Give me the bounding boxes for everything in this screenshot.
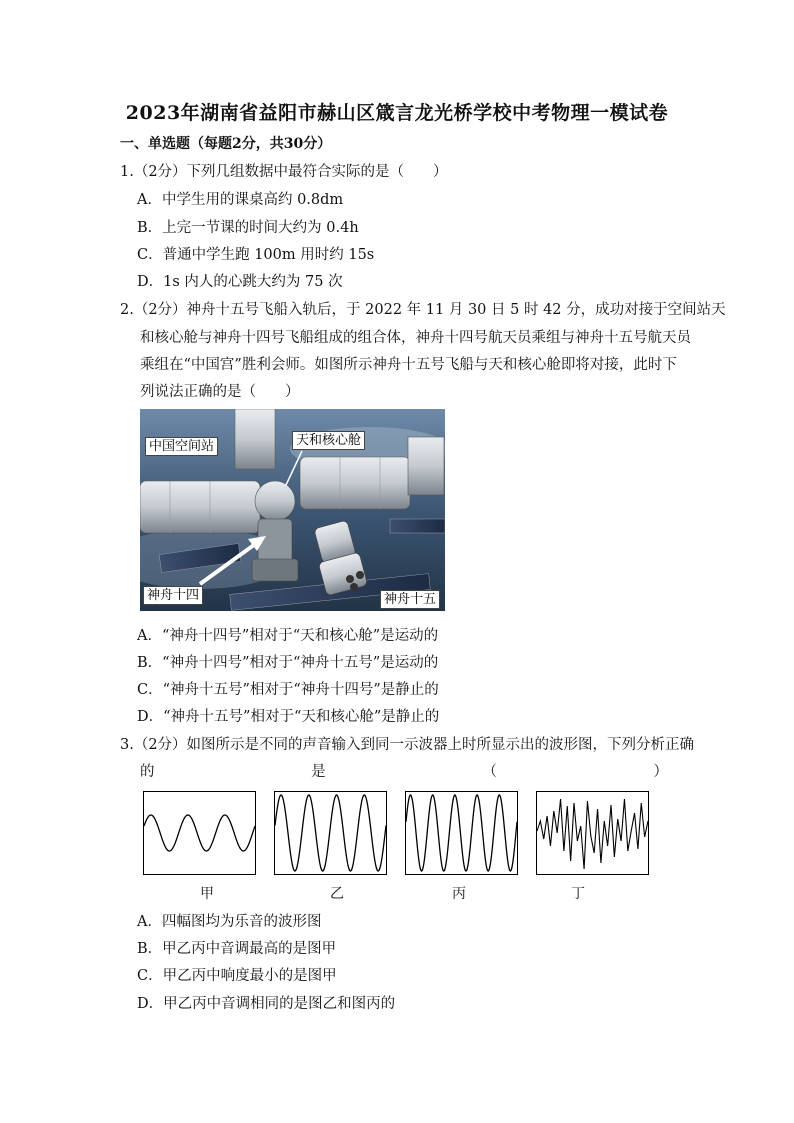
question-2-stem-line-1: 2.（2分）神舟十五号飞船入轨后，于 2022 年 11 月 30 日 5 时 42 分，成功对接于空间站天 xyxy=(120,302,726,318)
question-1-option-a[interactable]: A．中学生用的课桌高约 0.8dm xyxy=(137,192,344,208)
waveform-jia-plot xyxy=(143,791,256,875)
question-2-option-a[interactable]: A．“神舟十四号”相对于“天和核心舱”是运动的 xyxy=(137,628,439,644)
stem-part: 是 xyxy=(311,764,326,780)
stem-part: ） xyxy=(653,764,668,780)
question-2-stem-line-3: 乘组在“中国宫”胜利会师。如图所示神舟十五号飞船与天和核心舱即将对接，此时下 xyxy=(140,357,677,373)
stem-part: （ xyxy=(482,764,497,780)
waveform-bing xyxy=(405,791,518,875)
waveform-label-bing: 丙 xyxy=(452,886,466,902)
question-3-option-b[interactable]: B．甲乙丙中音调最高的是图甲 xyxy=(137,941,337,957)
question-2-option-c[interactable]: C．“神舟十五号”相对于“神舟十四号”是静止的 xyxy=(137,682,439,698)
waveform-yi-plot xyxy=(274,791,387,875)
section-heading: 一、单选题（每题2分，共30分） xyxy=(120,136,332,152)
question-2-option-b[interactable]: B．“神舟十四号”相对于“神舟十五号”是运动的 xyxy=(137,655,439,671)
waveform-yi xyxy=(274,791,387,875)
question-1-option-d[interactable]: D．1s 内人的心跳大约为 75 次 xyxy=(137,274,343,290)
label-shenzhou-14: 神舟十四 xyxy=(143,586,203,605)
question-3-option-d[interactable]: D．甲乙丙中音调相同的是图乙和图丙的 xyxy=(137,996,396,1012)
waveform-label-ding: 丁 xyxy=(571,886,585,902)
question-1-option-c[interactable]: C．普通中学生跑 100m 用时约 15s xyxy=(137,247,375,263)
question-2-stem-line-2: 和核心舱与神舟十四号飞船组成的组合体，神舟十四号航天员乘组与神舟十五号航天员 xyxy=(140,330,691,346)
waveform-label-jia: 甲 xyxy=(200,886,214,902)
label-tianhe-core: 天和核心舱 xyxy=(292,431,365,450)
page-title: 2023年湖南省益阳市赫山区箴言龙光桥学校中考物理一模试卷 xyxy=(125,102,669,124)
stem-part: 的 xyxy=(140,764,155,780)
question-3-stem-line-2 xyxy=(140,760,668,781)
question-1-stem: 1.（2分）下列几组数据中最符合实际的是（ ） xyxy=(120,164,448,180)
question-3-stem-line-1: 3.（2分）如图所示是不同的声音输入到同一示波器上时所显示出的波形图，下列分析正确 xyxy=(120,737,695,753)
question-2-option-d[interactable]: D．“神舟十五号”相对于“天和核心舱”是静止的 xyxy=(137,709,440,725)
label-shenzhou-15: 神舟十五 xyxy=(380,590,440,609)
waveform-ding-plot xyxy=(536,791,649,875)
label-china-space-station: 中国空间站 xyxy=(145,437,218,456)
question-3-option-a[interactable]: A．四幅图均为乐音的波形图 xyxy=(137,914,322,930)
waveform-label-yi: 乙 xyxy=(330,886,344,902)
waveform-bing-plot xyxy=(405,791,518,875)
question-1-option-b[interactable]: B．上完一节课的时间大约为 0.4h xyxy=(137,220,359,236)
waveform-jia xyxy=(143,791,256,875)
question-3-option-c[interactable]: C．甲乙丙中响度最小的是图甲 xyxy=(137,968,337,984)
question-2-stem-line-4: 列说法正确的是（ ） xyxy=(140,384,300,400)
space-station-figure xyxy=(140,409,445,611)
waveform-ding xyxy=(536,791,649,875)
